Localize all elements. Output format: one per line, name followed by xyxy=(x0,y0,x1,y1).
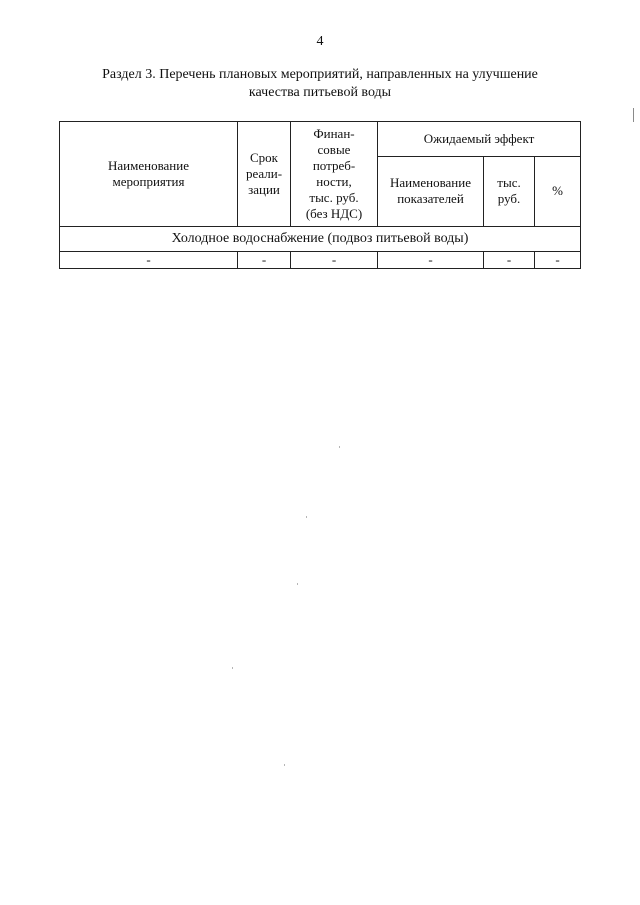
cell-measure-name: - xyxy=(60,252,238,269)
section-title xyxy=(60,66,580,102)
scan-speck xyxy=(306,516,307,518)
cell-finance: - xyxy=(291,252,378,269)
cell-percent: - xyxy=(535,252,581,269)
scan-speck xyxy=(297,583,298,585)
header-thousand-rub: тыс. руб. xyxy=(484,156,535,226)
table-row xyxy=(60,252,581,269)
scan-speck xyxy=(339,446,340,448)
section-row-label: Холодное водоснабжение (подвоз питьевой воды) xyxy=(60,227,581,252)
scan-speck xyxy=(284,764,285,766)
header-percent: % xyxy=(535,156,581,226)
cell-term: - xyxy=(238,252,291,269)
scan-edge-mark xyxy=(633,108,634,122)
header-finance: Финан- совые потреб- ности, тыс. руб. (без НДС) xyxy=(291,122,378,227)
cell-indicators: - xyxy=(378,252,484,269)
header-indicators: Наименование показателей xyxy=(378,156,484,226)
section-title-line-2: качества питьевой воды xyxy=(248,85,392,100)
cell-thousand-rub: - xyxy=(484,252,535,269)
header-measure-name: Наименование мероприятия xyxy=(60,122,238,227)
scan-speck xyxy=(232,667,233,669)
section-row xyxy=(60,227,581,252)
measures-table xyxy=(59,121,581,269)
header-expected-effect: Ожидаемый эффект xyxy=(378,122,581,157)
page-number: 4 xyxy=(316,34,324,49)
header-term: Срок реали- зации xyxy=(238,122,291,227)
section-title-line-1: Раздел 3. Перечень плановых мероприятий, направленных на улучшение xyxy=(102,67,538,82)
